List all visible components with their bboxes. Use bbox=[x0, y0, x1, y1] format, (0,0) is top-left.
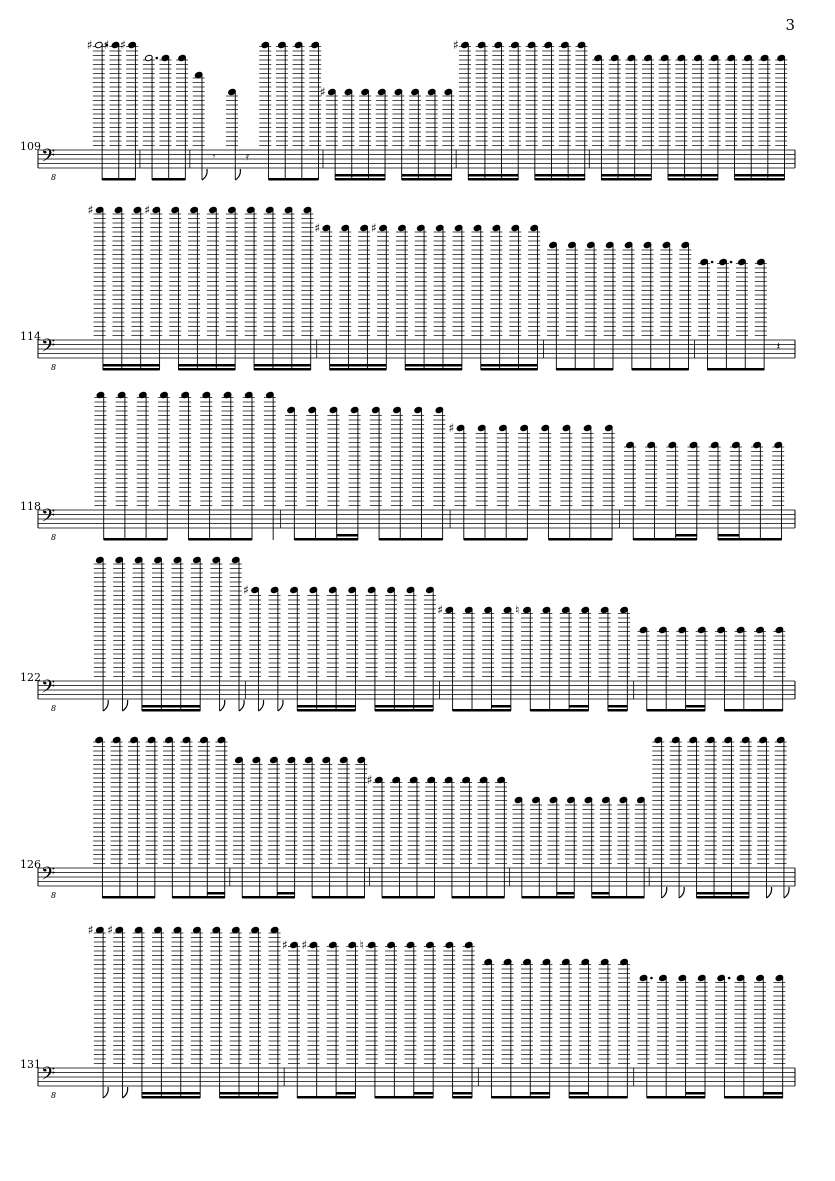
beam bbox=[142, 709, 200, 712]
flag bbox=[123, 700, 128, 711]
beam bbox=[335, 178, 385, 181]
staff-system bbox=[38, 203, 795, 372]
beam bbox=[330, 364, 349, 367]
octave-mark: 8 bbox=[51, 704, 57, 713]
measure bbox=[624, 441, 784, 540]
beam bbox=[297, 705, 316, 708]
beam bbox=[335, 174, 352, 177]
beam bbox=[557, 892, 574, 895]
measure bbox=[367, 773, 507, 899]
beam bbox=[632, 368, 689, 371]
beam bbox=[535, 174, 552, 177]
flag bbox=[679, 887, 684, 898]
accidental-icon: ♯ bbox=[448, 421, 455, 435]
accidental-icon: ♯ bbox=[103, 38, 110, 52]
flag bbox=[662, 887, 667, 898]
rest-icon: 𝄽 bbox=[776, 340, 781, 353]
bass-clef-icon: 𝄢 bbox=[41, 506, 56, 531]
beam bbox=[352, 174, 369, 177]
beam bbox=[535, 178, 585, 181]
beam bbox=[418, 174, 435, 177]
bass-clef-icon: 𝄢 bbox=[41, 677, 56, 702]
beam bbox=[592, 896, 644, 899]
beam bbox=[172, 896, 224, 899]
accidental-icon: ♯ bbox=[120, 38, 126, 52]
beam bbox=[141, 364, 160, 367]
beam bbox=[239, 1092, 258, 1095]
measure bbox=[94, 391, 275, 540]
accidental-icon: ♯ bbox=[87, 203, 94, 217]
beam bbox=[468, 178, 518, 181]
beam bbox=[188, 538, 252, 541]
accidental-icon: ♯ bbox=[314, 221, 321, 235]
beam bbox=[277, 892, 294, 895]
measure bbox=[88, 203, 314, 371]
flag bbox=[103, 700, 108, 711]
beam bbox=[367, 364, 386, 367]
beam bbox=[608, 709, 627, 712]
beam bbox=[349, 364, 368, 367]
beam bbox=[220, 1092, 239, 1095]
beam bbox=[142, 705, 161, 708]
measure bbox=[94, 556, 244, 711]
measure bbox=[282, 938, 475, 1099]
beam bbox=[502, 174, 519, 177]
beam bbox=[724, 709, 782, 712]
beam bbox=[258, 1092, 277, 1095]
beam bbox=[618, 174, 635, 177]
octave-mark: 8 bbox=[51, 891, 57, 900]
beam bbox=[718, 534, 739, 537]
measure bbox=[193, 41, 321, 180]
beam bbox=[181, 1092, 200, 1095]
beam bbox=[718, 538, 782, 541]
beam bbox=[103, 368, 160, 371]
staff-system bbox=[38, 736, 795, 900]
accidental-icon: ♯ bbox=[437, 603, 444, 617]
beam bbox=[601, 178, 651, 181]
flag bbox=[123, 1087, 128, 1098]
beam bbox=[686, 705, 705, 708]
beam bbox=[254, 364, 273, 367]
beam bbox=[394, 705, 413, 708]
beam bbox=[330, 368, 387, 371]
flag bbox=[258, 700, 263, 711]
flag bbox=[220, 700, 225, 711]
staff-system bbox=[38, 38, 795, 182]
flag bbox=[235, 169, 240, 180]
accidental-icon: ♯ bbox=[301, 938, 308, 952]
beam bbox=[569, 705, 588, 708]
beam bbox=[519, 364, 538, 367]
measure bbox=[243, 583, 436, 712]
beam bbox=[685, 174, 702, 177]
accidental-icon: ♯ bbox=[86, 38, 93, 52]
beam bbox=[453, 709, 511, 712]
accidental-icon: ♯ bbox=[107, 923, 114, 937]
accidental-icon: ♯ bbox=[87, 923, 94, 937]
beam bbox=[701, 174, 718, 177]
measure bbox=[320, 85, 455, 181]
flag bbox=[103, 1087, 108, 1098]
beam bbox=[178, 368, 235, 371]
beam bbox=[468, 174, 485, 177]
beam bbox=[601, 174, 618, 177]
octave-mark: 8 bbox=[51, 1091, 57, 1100]
accidental-icon: ♯ bbox=[144, 203, 151, 217]
beam bbox=[707, 368, 764, 371]
beam bbox=[317, 705, 336, 708]
augmentation-dot bbox=[155, 57, 158, 60]
beam bbox=[568, 174, 585, 177]
beam bbox=[220, 1096, 278, 1099]
beam bbox=[269, 178, 319, 181]
measure bbox=[592, 54, 787, 180]
beam bbox=[122, 364, 141, 367]
beam bbox=[647, 709, 705, 712]
accidental-icon: ♯ bbox=[243, 583, 249, 597]
octave-mark: 8 bbox=[51, 533, 57, 542]
beam bbox=[337, 534, 358, 537]
beam bbox=[294, 538, 358, 541]
beam bbox=[142, 1096, 200, 1099]
beam bbox=[216, 364, 235, 367]
measure bbox=[314, 221, 540, 371]
augmentation-dot bbox=[730, 261, 733, 264]
accidental-icon: ♯ bbox=[319, 85, 326, 99]
beam bbox=[375, 705, 394, 708]
measure bbox=[437, 603, 630, 712]
accidental-icon: ♮ bbox=[359, 938, 364, 952]
beam bbox=[161, 705, 180, 708]
beam bbox=[142, 1092, 161, 1095]
beam bbox=[273, 364, 292, 367]
beam bbox=[405, 368, 462, 371]
beam bbox=[368, 174, 385, 177]
beam bbox=[697, 896, 749, 899]
beam bbox=[242, 896, 294, 899]
beam bbox=[732, 892, 749, 895]
beam bbox=[481, 364, 500, 367]
octave-mark: 8 bbox=[51, 363, 57, 372]
flag bbox=[202, 169, 207, 180]
beam bbox=[103, 364, 122, 367]
beam bbox=[697, 892, 714, 895]
accidental-icon: ♯ bbox=[370, 221, 377, 235]
flag bbox=[278, 700, 283, 711]
beam bbox=[768, 174, 785, 177]
beam bbox=[556, 368, 613, 371]
flag bbox=[239, 700, 244, 711]
beam bbox=[633, 538, 697, 541]
measure bbox=[652, 736, 789, 898]
beam bbox=[608, 705, 627, 708]
flag bbox=[784, 887, 789, 898]
beam bbox=[104, 538, 168, 541]
beam bbox=[297, 709, 355, 712]
beam bbox=[592, 892, 609, 895]
beam bbox=[443, 364, 462, 367]
beam bbox=[402, 174, 419, 177]
beam bbox=[414, 705, 433, 708]
rest-icon: 𝄿 bbox=[245, 150, 249, 163]
augmentation-dot bbox=[711, 261, 714, 264]
bass-clef-icon: 𝄢 bbox=[41, 864, 56, 889]
measure bbox=[547, 241, 691, 370]
beam bbox=[152, 178, 185, 181]
beam bbox=[735, 174, 752, 177]
beam bbox=[668, 174, 685, 177]
measure bbox=[285, 406, 445, 540]
octave-mark: 8 bbox=[51, 173, 57, 182]
accidental-icon: ♮ bbox=[514, 603, 520, 617]
rest-icon: 𝄾 bbox=[212, 150, 216, 163]
beam bbox=[181, 705, 200, 708]
beam bbox=[424, 364, 443, 367]
accidental-icon: ♯ bbox=[281, 938, 288, 952]
accidental-icon: ♯ bbox=[366, 773, 373, 787]
beam bbox=[102, 896, 154, 899]
beam bbox=[178, 364, 197, 367]
beam bbox=[254, 368, 311, 371]
beam bbox=[102, 178, 135, 181]
beam bbox=[379, 538, 443, 541]
flag bbox=[766, 887, 771, 898]
staff-system bbox=[38, 923, 795, 1100]
beam bbox=[375, 709, 433, 712]
beam bbox=[551, 174, 568, 177]
bass-clef-icon: 𝄢 bbox=[41, 146, 56, 171]
beam bbox=[312, 896, 364, 899]
page-number: 3 bbox=[785, 16, 795, 34]
beam bbox=[435, 174, 452, 177]
beam bbox=[522, 896, 574, 899]
beam bbox=[292, 364, 311, 367]
beam bbox=[207, 892, 224, 895]
beam bbox=[491, 705, 510, 708]
beam bbox=[485, 174, 502, 177]
beam bbox=[336, 705, 355, 708]
beam bbox=[530, 709, 588, 712]
beam bbox=[676, 534, 697, 537]
beam bbox=[500, 364, 519, 367]
staff-system bbox=[38, 556, 795, 713]
measure bbox=[449, 421, 615, 541]
beam bbox=[481, 368, 538, 371]
beam bbox=[405, 364, 424, 367]
beam bbox=[735, 178, 785, 181]
measure bbox=[143, 54, 188, 180]
beam bbox=[668, 178, 718, 181]
measure bbox=[93, 736, 227, 898]
beam bbox=[402, 178, 452, 181]
bass-clef-icon: 𝄢 bbox=[41, 1064, 56, 1089]
staff-system bbox=[38, 391, 795, 542]
beam bbox=[751, 174, 768, 177]
beam bbox=[452, 896, 504, 899]
measure bbox=[513, 796, 647, 898]
bass-clef-icon: 𝄢 bbox=[41, 336, 56, 361]
beam bbox=[382, 896, 434, 899]
beam bbox=[161, 1092, 180, 1095]
beam bbox=[549, 538, 613, 541]
beam bbox=[714, 892, 731, 895]
accidental-icon: ♯ bbox=[452, 38, 459, 52]
beam bbox=[464, 538, 528, 541]
beam bbox=[635, 174, 652, 177]
beam bbox=[197, 364, 216, 367]
